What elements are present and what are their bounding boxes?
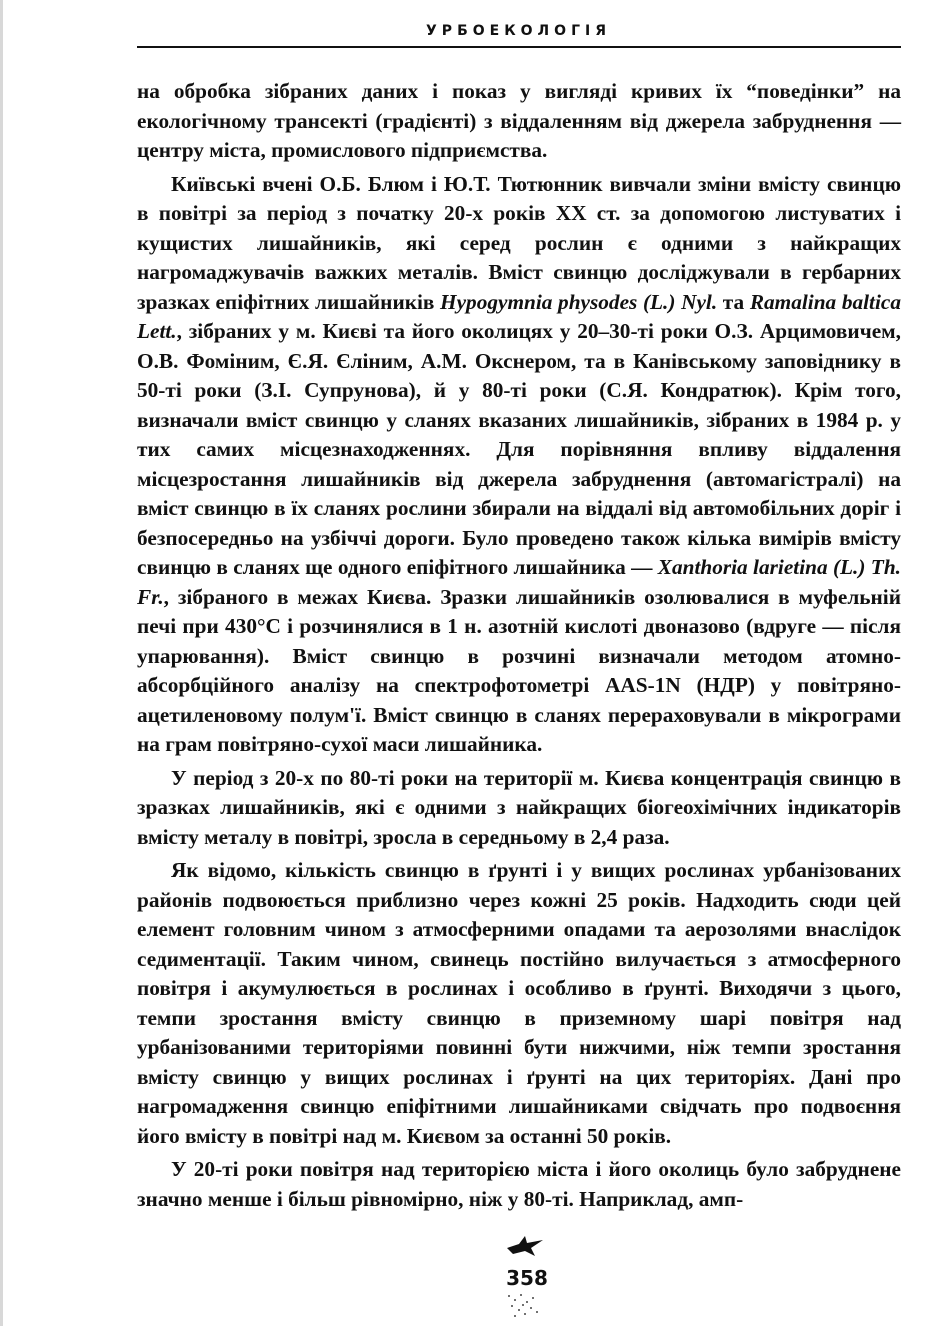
running-header-title: УРБОЕКОЛОГІЯ [426, 23, 611, 39]
species-name: Hypogymnia physodes (L.) Nyl. [440, 289, 718, 314]
paragraph-2 [137, 170, 901, 760]
page-number: 358 [506, 1266, 548, 1290]
text-run: , зібраних у м. Києві та його околицях у 20–30-ті роки О.З. Арцимовичем, О.В. Фоміним, Є.Я. Єліним, А.М. Окснером, та в Канівському заповіднику в 50-ті роки (З.І. Супрунова), й у 80-ті роки (С.Я. Кондратюк). Крім того, визначали вміст свинцю у сланях вказаних лишайників, зібраних в 1984 р. у тих самих місцезнаходженнях. Для порівняння впливу віддалення місцезростання лишайників від джерела забруднення (автомагістралі) на вміст свинцю в їх сланях рослини збирали на віддалі від автомобільних доріг і безпосередньо на узбіччі дороги. Було проведено також кілька вимірів вмісту свинцю в сланях ще одного епіфітного лишайника — [137, 319, 901, 579]
page-footer [497, 1232, 557, 1322]
paragraph-3: У період з 20-х по 80-ті роки на території м. Києва концентрація свинцю в зразках лишайників, які є одними з найкращих біогеохімічних індикаторів вмісту металу в повітрі, зросла в середньому в 2,4 раза. [137, 765, 901, 849]
header-rule [137, 46, 901, 48]
text-run: Київські вчені О.Б. Блюм і Ю.Т. Тютюнник вивчали зміни вмісту свинцю в повітрі за період з початку 20-х років XX ст. за допомогою листуватих і кущистих лишайників, які серед рослин є одними з найкращих нагромаджувачів важких металів. Вміст свинцю досліджували в гербарних зразках епіфітних лишайників [137, 171, 901, 314]
paragraph-5: У 20-ті роки повітря над територією міста і його околиць було забруднене значно менше і більш рівномірно, ніж у 80-ті. Наприклад, амп- [137, 1157, 901, 1211]
species-name: Ramalina baltica Lett. [137, 289, 901, 343]
body-text [137, 77, 901, 1214]
text-run: та [717, 289, 750, 314]
speckle-ornament [503, 1292, 543, 1320]
page-edge [0, 0, 3, 1326]
text-run: , зібраного в межах Києва. Зразки лишайників озолювалися в муфельній печі при 430°С і розчинялися в 1 н. азотній кислоті двоназово (вдруге — після упарювання). Вміст свинцю в розчині визначали методом атомно-абсорбційного аналізу на спектрофотометрі AAS-1N (НДР) у повітряно-ацетиленовому полум'ї. Вміст свинцю в сланях перераховували в мікрограми на грам повітряно-сухої маси лишайника. [137, 584, 901, 756]
bird-icon [505, 1232, 545, 1260]
running-header [137, 22, 901, 40]
paragraph-1: на обробка зібраних даних і показ у вигляді кривих їх “поведінки” на екологічному трансекті (градієнті) з віддаленням від джерела забруднення — центру міста, промислового підприємства. [137, 79, 901, 162]
paragraph-4: Як відомо, кількість свинцю в ґрунті і у вищих рослинах урбанізованих районів подвоюється приблизно через кожні 25 років. Надходить сюди цей елемент головним чином з атмосферними опадами та аерозолями внаслідок седиментації. Таким чином, свинець постійно вилучається з атмосферного повітря і акумулюється в рослинах і особливо в ґрунті. Виходячи з цього, темпи зростання вмісту свинцю в приземному шарі повітря над урбанізованими територіями повинні бути нижчими, ніж темпи зростання вмісту свинцю у вищих рослинах і ґрунті на цих територіях. Дані про нагромадження свинцю епіфітними лишайниками свідчать про подвоєння його вмісту в повітрі над м. Києвом за останні 50 років. [137, 858, 901, 1148]
species-name: Xanthoria larietina (L.) Th. Fr. [137, 555, 901, 609]
